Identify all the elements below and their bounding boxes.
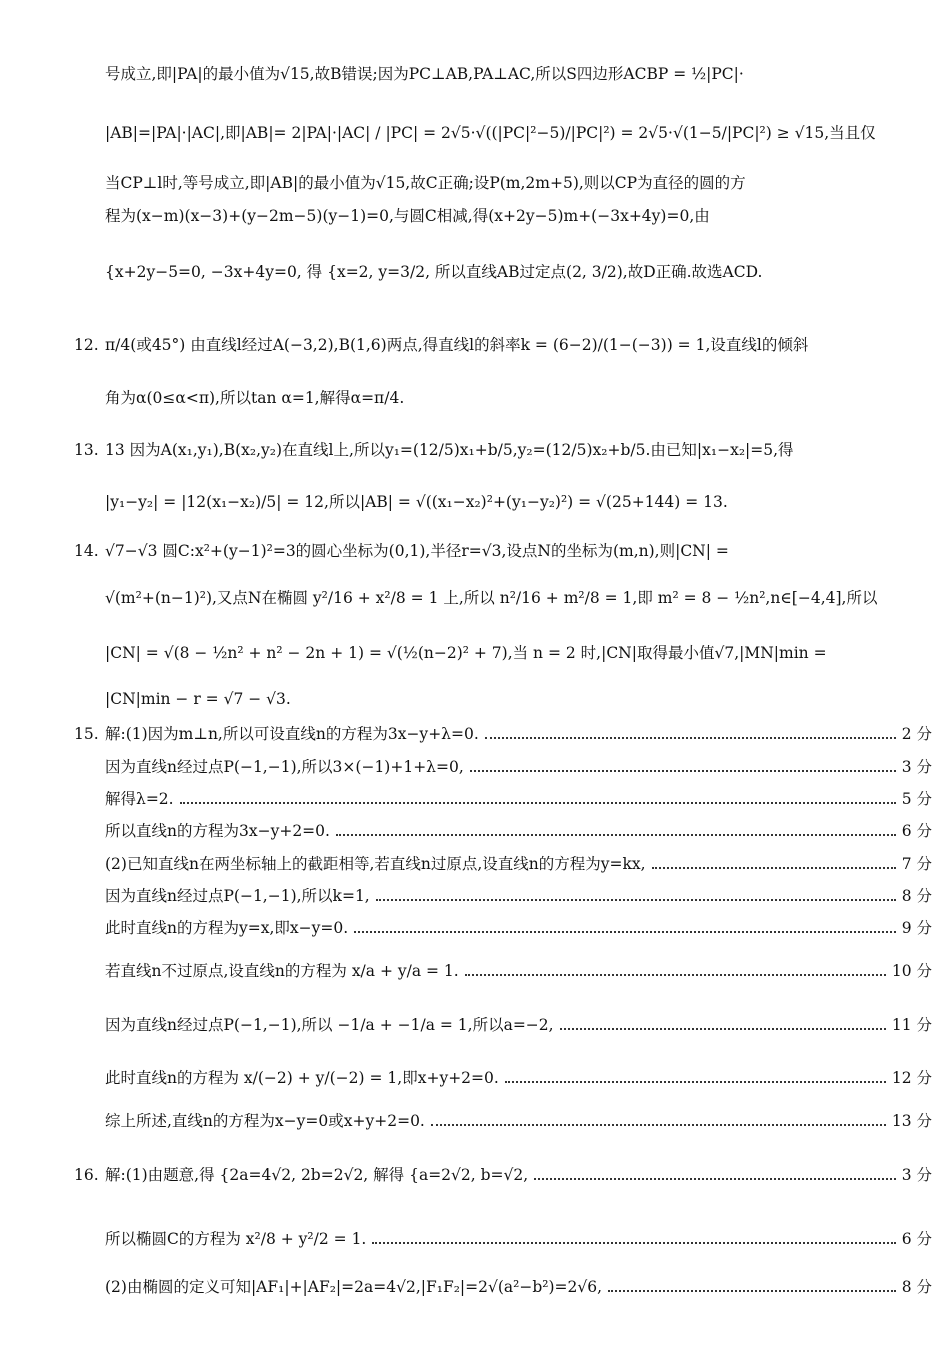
q15-step-text: 因为直线n经过点P(−1,−1),所以 −1/a + −1/a = 1,所以a=−2,	[105, 1016, 554, 1034]
q15-step-1	[74, 724, 932, 744]
q15-step-9	[105, 1015, 932, 1035]
q12-text-1: π/4(或45°) 由直线l经过A(−3,2),B(1,6)两点,得直线l的斜率k = (6−2)/(1−(−3)) = 1,设直线l的倾斜	[105, 336, 809, 354]
leader-dots	[354, 931, 896, 933]
q11-line-5: {x+2y−5=0, −3x+4y=0, 得 {x=2, y=3/2, 所以直线AB过定点(2, 3/2),故D正确.故选ACD.	[105, 263, 763, 281]
leader-dots	[336, 834, 896, 836]
q13-number: 13.	[74, 441, 99, 459]
q15-number: 15.	[74, 725, 99, 743]
q16-step-score: 3 分	[901, 1166, 932, 1184]
q11-line-1: 号成立,即|PA|的最小值为√15,故B错误;因为PC⊥AB,PA⊥AC,所以S四边形ACBP = ½|PC|·	[105, 65, 744, 83]
q12-line-1	[74, 335, 932, 355]
q15-step-text: 因为直线n经过点P(−1,−1),所以3×(−1)+1+λ=0,	[105, 758, 464, 776]
leader-dots	[534, 1178, 895, 1180]
q15-step-score: 3 分	[901, 758, 932, 776]
leader-dots	[376, 899, 896, 901]
q16-step-3	[105, 1277, 932, 1297]
q15-step-text: 若直线n不过原点,设直线n的方程为 x/a + y/a = 1.	[105, 962, 459, 980]
q15-step-score: 9 分	[901, 919, 932, 937]
q13-line-1	[74, 440, 932, 460]
leader-dots	[505, 1081, 886, 1083]
q15-step-text: 解得λ=2.	[105, 790, 174, 808]
q15-step-text: (2)已知直线n在两坐标轴上的截距相等,若直线n过原点,设直线n的方程为y=kx,	[105, 855, 646, 873]
q11-line-3: 当CP⊥l时,等号成立,即|AB|的最小值为√15,故C正确;设P(m,2m+5),则以CP为直径的圆的方	[105, 174, 746, 192]
q13-text-1: 13 因为A(x₁,y₁),B(x₂,y₂)在直线l上,所以y₁=(12/5)x₁+b/5,y₂=(12/5)x₂+b/5.由已知|x₁−x₂|=5,得	[105, 441, 794, 459]
leader-dots	[608, 1290, 896, 1292]
q16-step-2	[105, 1229, 932, 1249]
q15-step-text: 解:(1)因为m⊥n,所以可设直线n的方程为3x−y+λ=0.	[105, 725, 479, 743]
leader-dots	[560, 1028, 886, 1030]
q16-step-score: 8 分	[901, 1278, 932, 1296]
q15-step-score: 12 分	[891, 1069, 932, 1087]
leader-dots	[465, 974, 886, 976]
leader-dots	[180, 802, 896, 804]
q13-line-2: |y₁−y₂| = |12(x₁−x₂)/5| = 12,所以|AB| = √((x₁−x₂)²+(y₁−y₂)²) = √(25+144) = 13.	[105, 493, 728, 511]
q16-step-text: (2)由椭圆的定义可知|AF₁|+|AF₂|=2a=4√2,|F₁F₂|=2√(a²−b²)=2√6,	[105, 1278, 603, 1296]
q15-step-score: 5 分	[901, 790, 932, 808]
leader-dots	[372, 1242, 895, 1244]
q15-step-7	[105, 918, 932, 938]
q15-step-8	[105, 961, 932, 981]
q15-step-score: 10 分	[891, 962, 932, 980]
q16-step-text: 解:(1)由题意,得 {2a=4√2, 2b=2√2, 解得 {a=2√2, b=√2,	[105, 1166, 529, 1184]
q15-step-6	[105, 886, 932, 906]
q15-step-score: 13 分	[891, 1112, 932, 1130]
q14-line-1	[74, 541, 932, 561]
q11-line-4: 程为(x−m)(x−3)+(y−2m−5)(y−1)=0,与圆C相减,得(x+2y−5)m+(−3x+4y)=0,由	[105, 207, 710, 225]
q14-line-4: |CN|min − r = √7 − √3.	[105, 690, 291, 708]
q11-line-2: |AB|=|PA|·|AC|,即|AB|= 2|PA|·|AC| / |PC| = 2√5·√((|PC|²−5)/|PC|²) = 2√5·√(1−5/|PC|²) ≥ √15,当且仅	[105, 124, 876, 142]
q14-line-2: √(m²+(n−1)²),又点N在椭圆 y²/16 + x²/8 = 1 上,所以 n²/16 + m²/8 = 1,即 m² = 8 − ½n²,n∈[−4,4],所以	[105, 589, 878, 607]
q16-step-score: 6 分	[901, 1230, 932, 1248]
q15-step-3	[105, 789, 932, 809]
q15-step-text: 综上所述,直线n的方程为x−y=0或x+y+2=0.	[105, 1112, 425, 1130]
q15-step-score: 7 分	[901, 855, 932, 873]
leader-dots	[652, 867, 896, 869]
q15-step-5	[105, 854, 932, 874]
q15-step-4	[105, 821, 932, 841]
q16-step-1	[74, 1165, 932, 1185]
q12-number: 12.	[74, 336, 99, 354]
q14-number: 14.	[74, 542, 99, 560]
q15-step-score: 11 分	[891, 1016, 932, 1034]
q14-line-3: |CN| = √(8 − ½n² + n² − 2n + 1) = √(½(n−2)² + 7),当 n = 2 时,|CN|取得最小值√7,|MN|min =	[105, 644, 827, 662]
leader-dots	[431, 1124, 886, 1126]
q15-step-text: 所以直线n的方程为3x−y+2=0.	[105, 822, 330, 840]
q15-step-11	[105, 1111, 932, 1131]
q12-line-2: 角为α(0≤α<π),所以tan α=1,解得α=π/4.	[105, 389, 405, 407]
q15-step-score: 6 分	[901, 822, 932, 840]
q15-step-text: 此时直线n的方程为 x/(−2) + y/(−2) = 1,即x+y+2=0.	[105, 1069, 499, 1087]
q15-step-10	[105, 1068, 932, 1088]
q15-step-text: 因为直线n经过点P(−1,−1),所以k=1,	[105, 887, 370, 905]
q15-step-score: 8 分	[901, 887, 932, 905]
q16-step-text: 所以椭圆C的方程为 x²/8 + y²/2 = 1.	[105, 1230, 367, 1248]
leader-dots	[485, 737, 896, 739]
q15-step-2	[105, 757, 932, 777]
q15-step-text: 此时直线n的方程为y=x,即x−y=0.	[105, 919, 349, 937]
q14-text-1: √7−√3 圆C:x²+(y−1)²=3的圆心坐标为(0,1),半径r=√3,设点N的坐标为(m,n),则|CN| =	[105, 542, 729, 560]
leader-dots	[470, 770, 896, 772]
q16-number: 16.	[74, 1166, 99, 1184]
q15-step-score: 2 分	[901, 725, 932, 743]
